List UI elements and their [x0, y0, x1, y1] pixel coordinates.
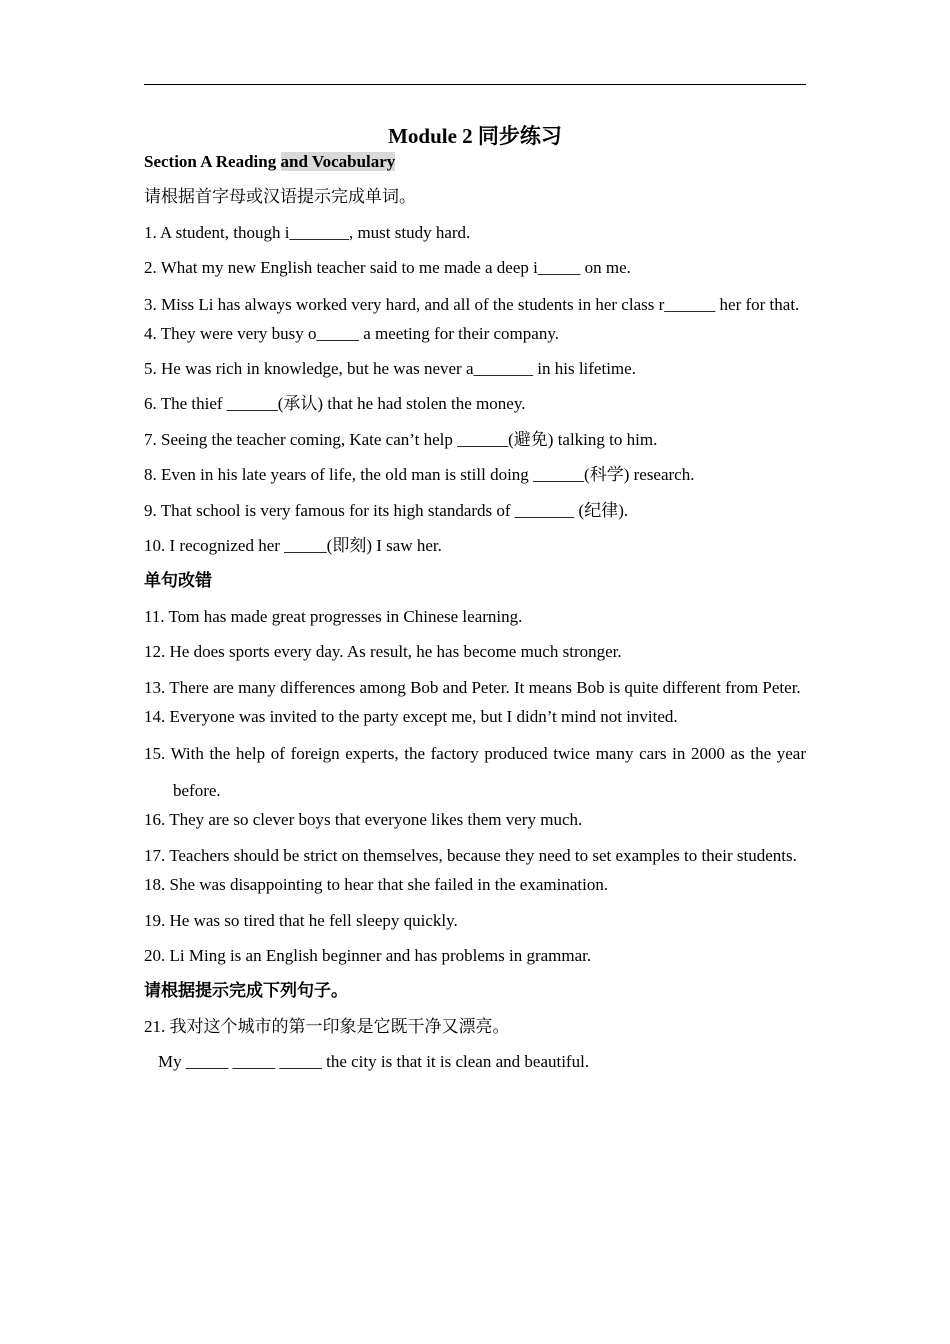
exercise-item-7: 7. Seeing the teacher coming, Kate can’t help ______(避免) talking to him.	[144, 429, 658, 449]
exercise-item-21-answer: My _____ _____ _____ the city is that it is clean and beautiful.	[158, 1052, 590, 1072]
exercise-item-12: 12. He does sports every day. As result, he has become much stronger.	[144, 642, 622, 662]
exercise-item-9: 9. That school is very famous for its high standards of _______ (纪律).	[144, 500, 629, 520]
exercise-item-20: 20. Li Ming is an English beginner and has problems in grammar.	[144, 946, 592, 966]
exercise-item-8: 8. Even in his late years of life, the old man is still doing ______(科学) research.	[144, 465, 695, 485]
exercise-item-5: 5. He was rich in knowledge, but he was never a_______ in his lifetime.	[144, 358, 636, 378]
section-a-label-highlight: and Vocabulary	[280, 152, 396, 171]
header-rule	[144, 84, 806, 85]
part3-heading: 请根据提示完成下列句子。	[144, 981, 348, 1001]
exercise-item-3: 3. Miss Li has always worked very hard, and all of the students in her class r______ her for that.	[144, 294, 800, 314]
exercise-item-14: 14. Everyone was invited to the party except me, but I didn’t mind not invited.	[144, 707, 678, 727]
exercise-item-17: 17. Teachers should be strict on themselves, because they need to set examples to their students.	[144, 846, 797, 866]
exercise-item-16: 16. They are so clever boys that everyone likes them very much.	[144, 809, 583, 829]
section-a-heading	[144, 149, 806, 184]
exercise-item-11: 11. Tom has made great progresses in Chinese learning.	[144, 606, 523, 626]
exercise-item-10: 10. I recognized her _____(即刻) I saw her.	[144, 535, 442, 555]
page-title: Module 2 同步练习	[388, 124, 562, 148]
exercise-item-15: 15. With the help of foreign experts, the factory produced twice many cars in 2000 as the year before.	[144, 743, 806, 800]
part2-heading: 单句改错	[144, 571, 212, 591]
document-body	[144, 149, 806, 1085]
exercise-item-21-prompt: 21. 我对这个城市的第一印象是它既干净又漂亮。	[144, 1016, 510, 1036]
exercise-item-19: 19. He was so tired that he fell sleepy quickly.	[144, 910, 458, 930]
exercise-item-18: 18. She was disappointing to hear that she failed in the examination.	[144, 875, 609, 895]
exercise-item-13: 13. There are many differences among Bob and Peter. It means Bob is quite different from Peter.	[144, 678, 801, 698]
exercise-item-4: 4. They were very busy o_____ a meeting for their company.	[144, 323, 559, 343]
part1-instruction: 请根据首字母或汉语提示完成单词。	[144, 187, 416, 207]
exercise-item-2: 2. What my new English teacher said to me made a deep i_____ on me.	[144, 258, 631, 278]
section-a-label: Section A Reading	[144, 152, 281, 171]
exercise-item-6: 6. The thief ______(承认) that he had stolen the money.	[144, 394, 526, 414]
exercise-item-1: 1. A student, though i_______, must study hard.	[144, 222, 471, 242]
